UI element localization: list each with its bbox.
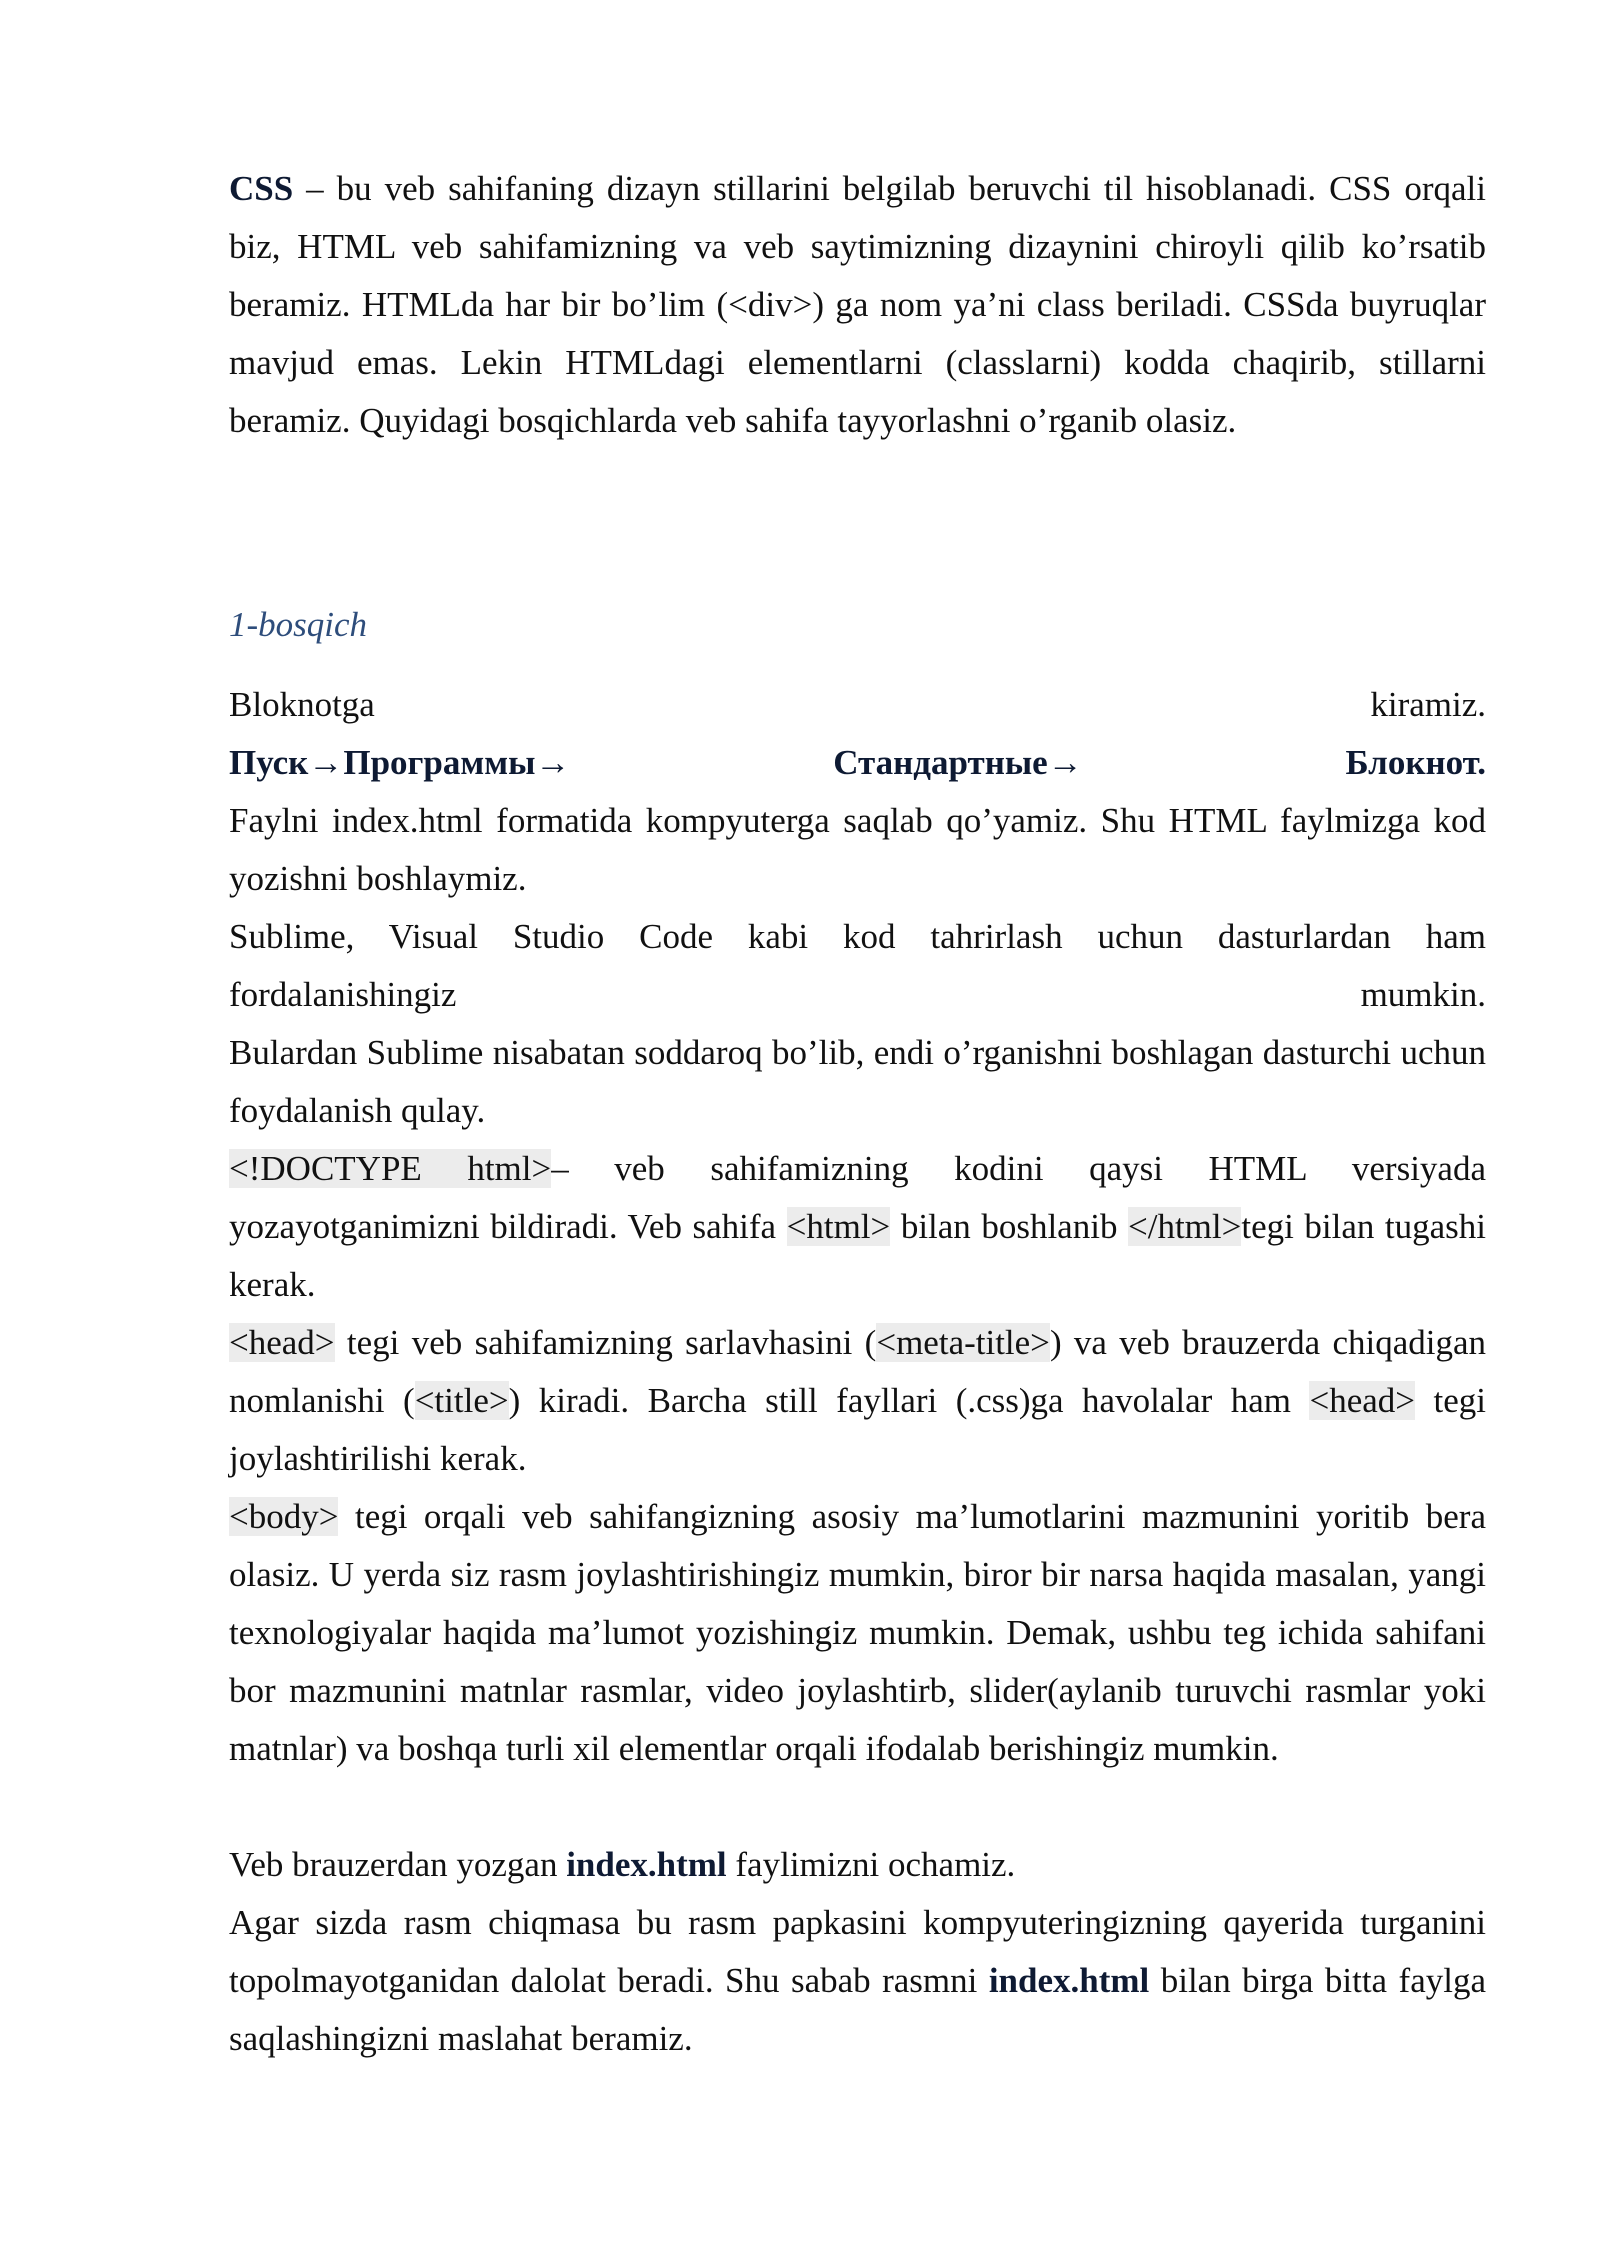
doctype-text-a: – veb sahifamizning kodini qaysi HTML versiyada yozayotganimizni bildiradi. Veb sahifa <box>229 1149 1486 1246</box>
editors-last-line <box>229 966 1486 1024</box>
head-paragraph <box>229 1314 1486 1488</box>
sublime-paragraph: Bulardan Sublime nisabatan soddaroq bo’lib, endi o’rganishni boshlagan dasturchi uchun foydalanish qulay. <box>229 1033 1486 1130</box>
notepad-line <box>229 676 1486 734</box>
menu-path-start: Пуск→Программы→ <box>229 743 571 782</box>
doctype-tag: <!DOCTYPE html> <box>229 1149 552 1188</box>
menu-path-middle: Стандартные→ <box>833 743 1083 782</box>
open-text-a: Veb brauzerdan yozgan <box>229 1845 567 1884</box>
notepad-left: Bloknotga <box>229 685 375 724</box>
head-tag: <head> <box>229 1323 335 1362</box>
body-tag: <body> <box>229 1497 339 1536</box>
editors-paragraph: Sublime, Visual Studio Code kabi kod tahrirlash uchun dasturlardan ham <box>229 917 1486 956</box>
image-text-a: Agar sizda rasm chiqmasa bu rasm papkasini kompyuteringizning qayerida turganini topolmayotganidan dalolat beradi. Shu sabab rasmni <box>229 1903 1486 2000</box>
body-text: tegi orqali veb sahifangizning asosiy ma’lumotlarini mazmunini yoritib bera olasiz. U yerda siz rasm joylashtirishingiz mumkin, biror bir narsa haqida masalan, yangi texnologiyalar haqida ma’lumot yozishingiz mumkin. Demak, ushbu teg ichida sahifani bor mazmunini matnlar rasmlar, video joylashtirb, slider(aylanib turuvchi rasmlar yoki matnlar) va boshqa turli xil elementlar orqali ifodalab berishingiz mumkin. <box>229 1497 1486 1768</box>
head-text-a: tegi veb sahifamizning sarlavhasini ( <box>334 1323 877 1362</box>
css-term: CSS <box>229 169 294 208</box>
body-paragraph <box>229 1488 1486 1778</box>
doctype-text-b: bilan boshlanib <box>890 1207 1128 1246</box>
head-text-b: ) va veb brauzerda chiqadigan nomlanishi ( <box>229 1323 1486 1420</box>
doctype-paragraph <box>229 1140 1486 1314</box>
html-close-tag: </html> <box>1127 1207 1242 1246</box>
image-file-name: index.html <box>988 1961 1150 2000</box>
step-heading: 1-bosqich <box>229 605 368 644</box>
open-file-name: index.html <box>566 1845 727 1884</box>
meta-title-tag: <meta-title> <box>876 1323 1050 1362</box>
save-file-paragraph: Faylni index.html formatida kompyuterga saqlab qo’yamiz. Shu HTML faylmizga kod yozishni boshlaymiz. <box>229 801 1486 898</box>
head-text-d: tegi joylashtirilishi kerak. <box>229 1381 1486 1478</box>
open-text-b: faylimizni ochamiz. <box>726 1845 1016 1884</box>
intro-paragraph <box>229 160 1486 450</box>
html-open-tag: <html> <box>786 1207 891 1246</box>
notepad-right: kiramiz. <box>1370 685 1486 724</box>
intro-text: – bu veb sahifaning dizayn stillarini belgilab beruvchi til hisoblanadi. CSS orqali biz, HTML veb sahifamizning va veb saytimizning dizaynini chiroyli qilib ko’rsatib beramiz. HTMLda har bir bo’lim (<div>) ga nom ya’ni class beriladi. CSSda buyruqlar mavjud emas. Lekin HTMLdagi elementlarni (classlarni) kodda chaqirib, stillarni beramiz. Quyidagi bosqichlarda veb sahifa tayyorlashni o’rganib olasiz. <box>229 169 1486 440</box>
editors-last-right: mumkin. <box>1360 975 1486 1014</box>
editors-last-left: fordalanishingiz <box>229 975 457 1014</box>
menu-path-end: Блокнот. <box>1345 743 1486 782</box>
head-tag-second: <head> <box>1309 1381 1416 1420</box>
title-tag: <title> <box>414 1381 509 1420</box>
menu-path <box>229 734 1486 792</box>
doctype-text-c: tegi bilan tugashi kerak. <box>229 1207 1487 1304</box>
image-note-paragraph <box>229 1894 1486 2068</box>
image-text-b: bilan birga bitta faylga saqlashingizni maslahat beramiz. <box>229 1961 1486 2058</box>
open-file-paragraph <box>229 1836 1486 1894</box>
head-text-c: ) kiradi. Barcha still fayllari (.css)ga havolalar ham <box>508 1381 1310 1420</box>
